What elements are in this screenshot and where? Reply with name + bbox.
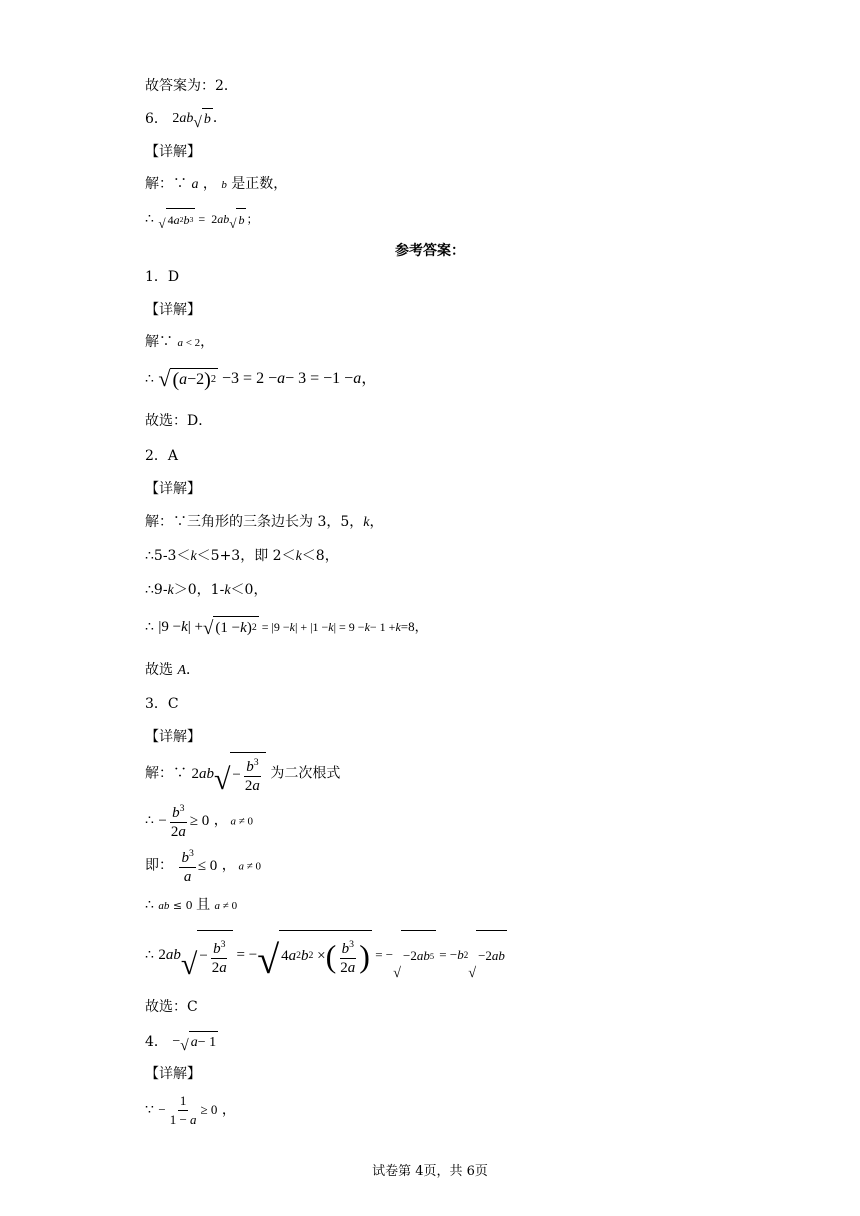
q1-condition: 解∵ a < 2， [145, 334, 215, 350]
q4-line-1: ∵ − $\frac{1}{1 - a}$ ≥ 0 ， [145, 1092, 236, 1127]
question-6-expression: 2 ab √ b ． [172, 108, 226, 130]
q2-answer: 2．A [145, 448, 179, 464]
solution-line-sqrt: ∴ √ 4 a 2 b 3 = 2 ab √ b ； [145, 208, 258, 230]
page-footer: 试卷第 4页，共 6页 [372, 1164, 488, 1179]
q3-line-1: 解：∵ 2 ab √ − $\frac{b^3}{2a}$ 为二次根式 [145, 752, 340, 795]
q3-line-3: 即： $\frac{b^3}{a}$ ≤ 0 ， a ≠ 0 [145, 845, 261, 887]
q1-detail-label: 【详解】 [145, 302, 201, 318]
q1-conclusion: 故选：D． [145, 413, 213, 429]
q2-line-3: ∴9-k＞0，1-k＜0， [145, 582, 268, 598]
solution-line-a-b-positive: 解：∵ a ， b 是正数， [145, 176, 288, 192]
q2-line-2: ∴5-3＜k＜5+3，即 2＜k＜8， [145, 548, 339, 564]
question-6-number: 6． [145, 111, 168, 127]
reference-answers-heading: 参考答案： [395, 243, 465, 259]
q3-line-4: ∴ ab ≤ 0 且 a ≠ 0 [145, 897, 238, 913]
answer-line-1: 故答案为：2． [145, 78, 238, 94]
q2-conclusion: 故选 A． [145, 662, 201, 678]
q3-answer: 3．C [145, 696, 179, 712]
q2-detail-label: 【详解】 [145, 481, 201, 497]
q1-equation: ∴ √ ( a −2 ) 2 −3 = 2 − a − 3 = −1 − a ， [145, 366, 378, 391]
q3-line-5: ∴ 2 ab √ − $\frac{b^3}{2a}$ = − √ 4 a 2 b 2 × ( $\frac{b^3}{2a}$ ) = − √ −2 ab 5 = − b 2 √ −2 ab [145, 930, 507, 980]
detail-label: 【详解】 [145, 144, 201, 160]
question-6-line [145, 108, 227, 130]
q3-detail-label: 【详解】 [145, 729, 201, 745]
q4-detail-label: 【详解】 [145, 1066, 201, 1082]
q1-answer: 1．D [145, 269, 180, 285]
q3-conclusion: 故选：C [145, 999, 198, 1015]
q3-line-2: ∴ − $\frac{b^3}{2a}$ ≥ 0 ， a ≠ 0 [145, 800, 253, 842]
q4-answer: 4． − √ a − 1 [145, 1031, 218, 1053]
q2-line-4: ∴ |9 − k | + √ (1 − k ) 2 = |9 − k | + |1 − k | = 9 − k − 1 + k =8， [145, 618, 428, 639]
q2-line-1: 解：∵三角形的三条边长为 3，5，k， [145, 514, 384, 530]
